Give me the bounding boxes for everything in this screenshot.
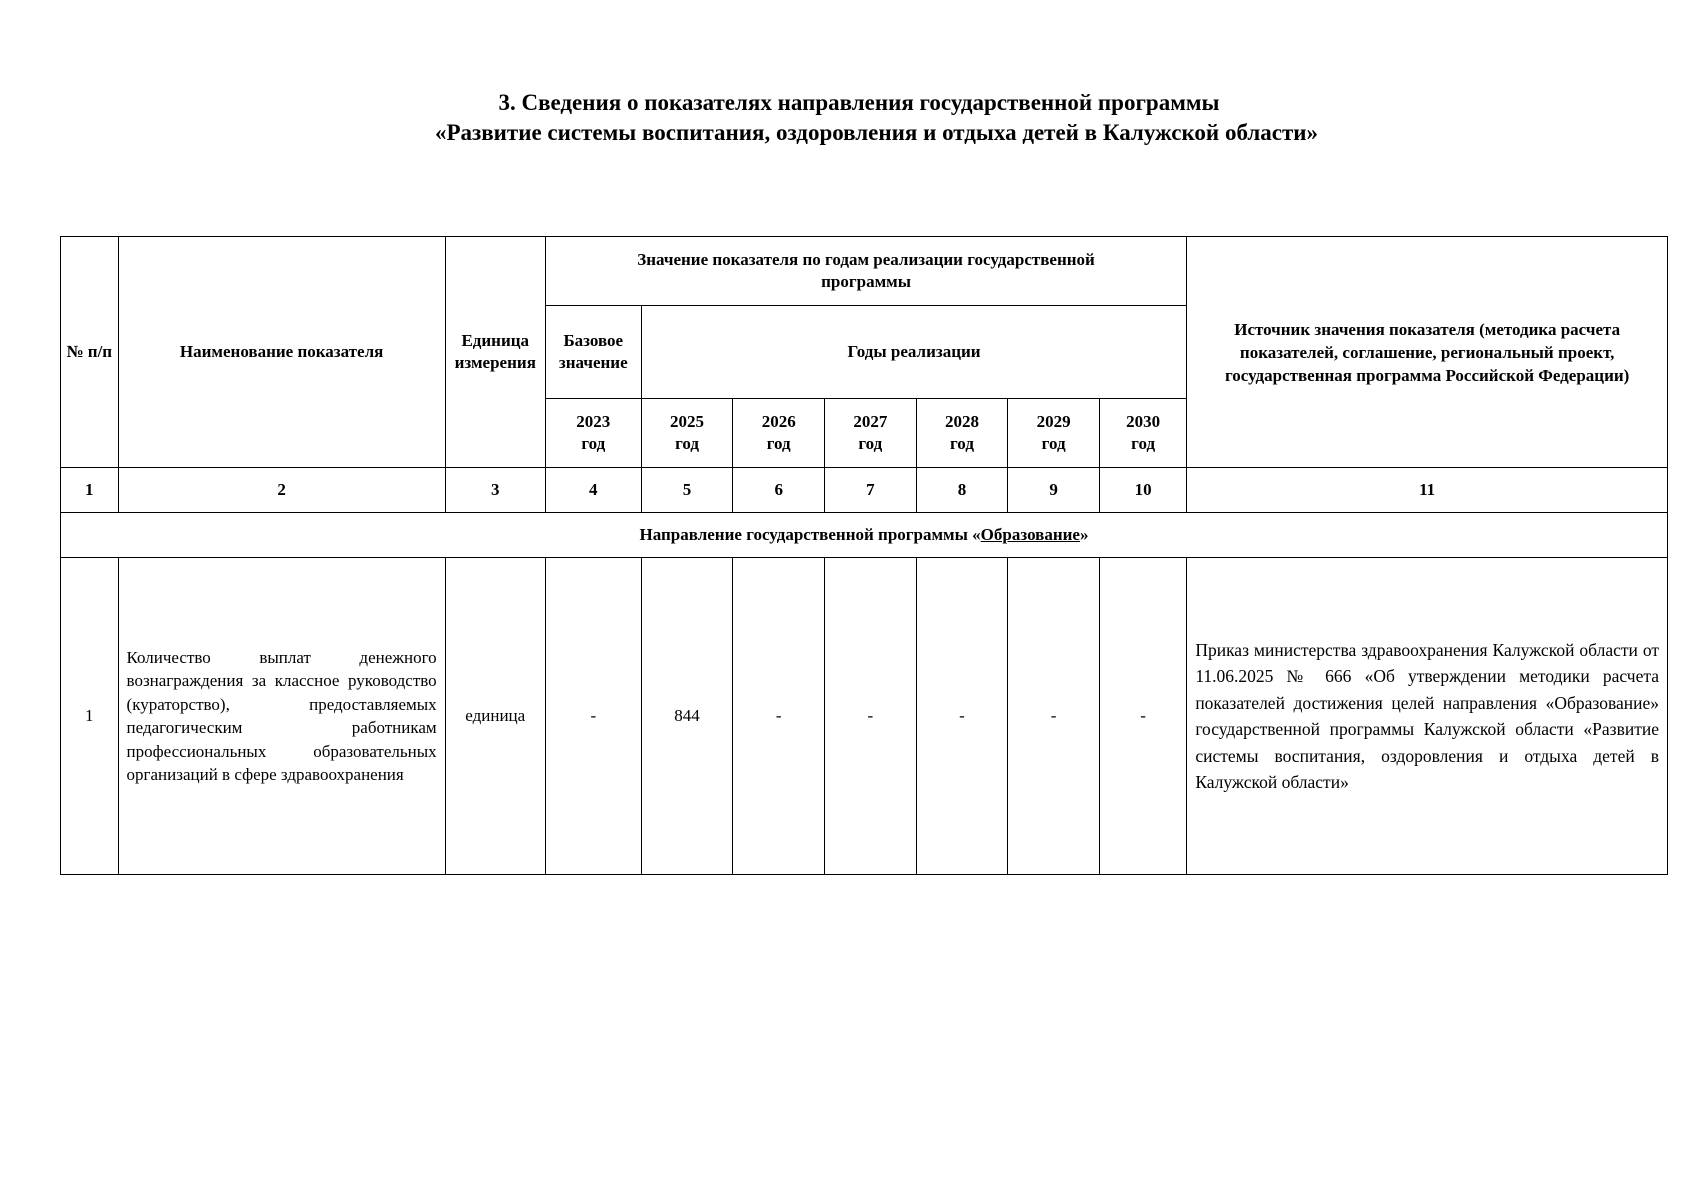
column-number: 7 — [825, 468, 917, 513]
row-value-2028: - — [916, 558, 1008, 875]
title-line-1: 3. Сведения о показателях направления государственной программы — [498, 90, 1220, 115]
header-base-year: 2023 год — [545, 399, 641, 468]
column-number: 1 — [61, 468, 119, 513]
header-year-2026: 2026 год — [733, 399, 825, 468]
header-year-2027: 2027 год — [825, 399, 917, 468]
header-year-2030: 2030 год — [1099, 399, 1186, 468]
column-number: 10 — [1099, 468, 1186, 513]
header-name: Наименование показателя — [118, 237, 445, 468]
row-name: Количество выплат денежного вознаграждения за классное руководство (кураторство), предоставляемых педагогическим работникам профессиональных образовательных организаций в сфере здравоохранения — [118, 558, 445, 875]
row-base: - — [545, 558, 641, 875]
row-value-2027: - — [825, 558, 917, 875]
column-number: 6 — [733, 468, 825, 513]
header-num: № п/п — [61, 237, 119, 468]
header-year-2028: 2028 год — [916, 399, 1008, 468]
header-years-group: Годы реализации — [641, 306, 1187, 399]
header-base: Базовое значение — [545, 306, 641, 399]
indicators-table — [60, 236, 1668, 875]
column-number: 5 — [641, 468, 733, 513]
row-value-2029: - — [1008, 558, 1100, 875]
section-heading: Направление государственной программы «Образование» — [61, 513, 1668, 558]
column-number: 9 — [1008, 468, 1100, 513]
row-value-2025: 844 — [641, 558, 733, 875]
row-unit: единица — [445, 558, 545, 875]
header-year-2025: 2025 год — [641, 399, 733, 468]
row-source: Приказ министерства здравоохранения Калужской области от 11.06.2025 № 666 «Об утверждении методики расчета показателей достижения целей направления «Образование» государственной программы Калужской области «Развитие системы воспитания, оздоровления и отдыха детей в Калужской области» — [1187, 558, 1668, 875]
row-value-2030: - — [1099, 558, 1186, 875]
column-number: 2 — [118, 468, 445, 513]
row-num: 1 — [61, 558, 119, 875]
column-number: 3 — [445, 468, 545, 513]
column-number: 4 — [545, 468, 641, 513]
column-number: 11 — [1187, 468, 1668, 513]
header-year-2029: 2029 год — [1008, 399, 1100, 468]
header-values-group: Значение показателя по годам реализации государственной программы — [545, 237, 1186, 306]
document-title — [0, 88, 1698, 148]
column-number: 8 — [916, 468, 1008, 513]
title-line-2: «Развитие системы воспитания, оздоровления и отдыха детей в Калужской области» — [434, 120, 1319, 145]
header-unit: Единица измерения — [445, 237, 545, 468]
section-name: Образование — [980, 525, 1080, 544]
table-row — [61, 558, 1668, 875]
row-value-2026: - — [733, 558, 825, 875]
header-source: Источник значения показателя (методика расчета показателей, соглашение, региональный проект, государственная программа Российской Федерации) — [1187, 237, 1668, 468]
